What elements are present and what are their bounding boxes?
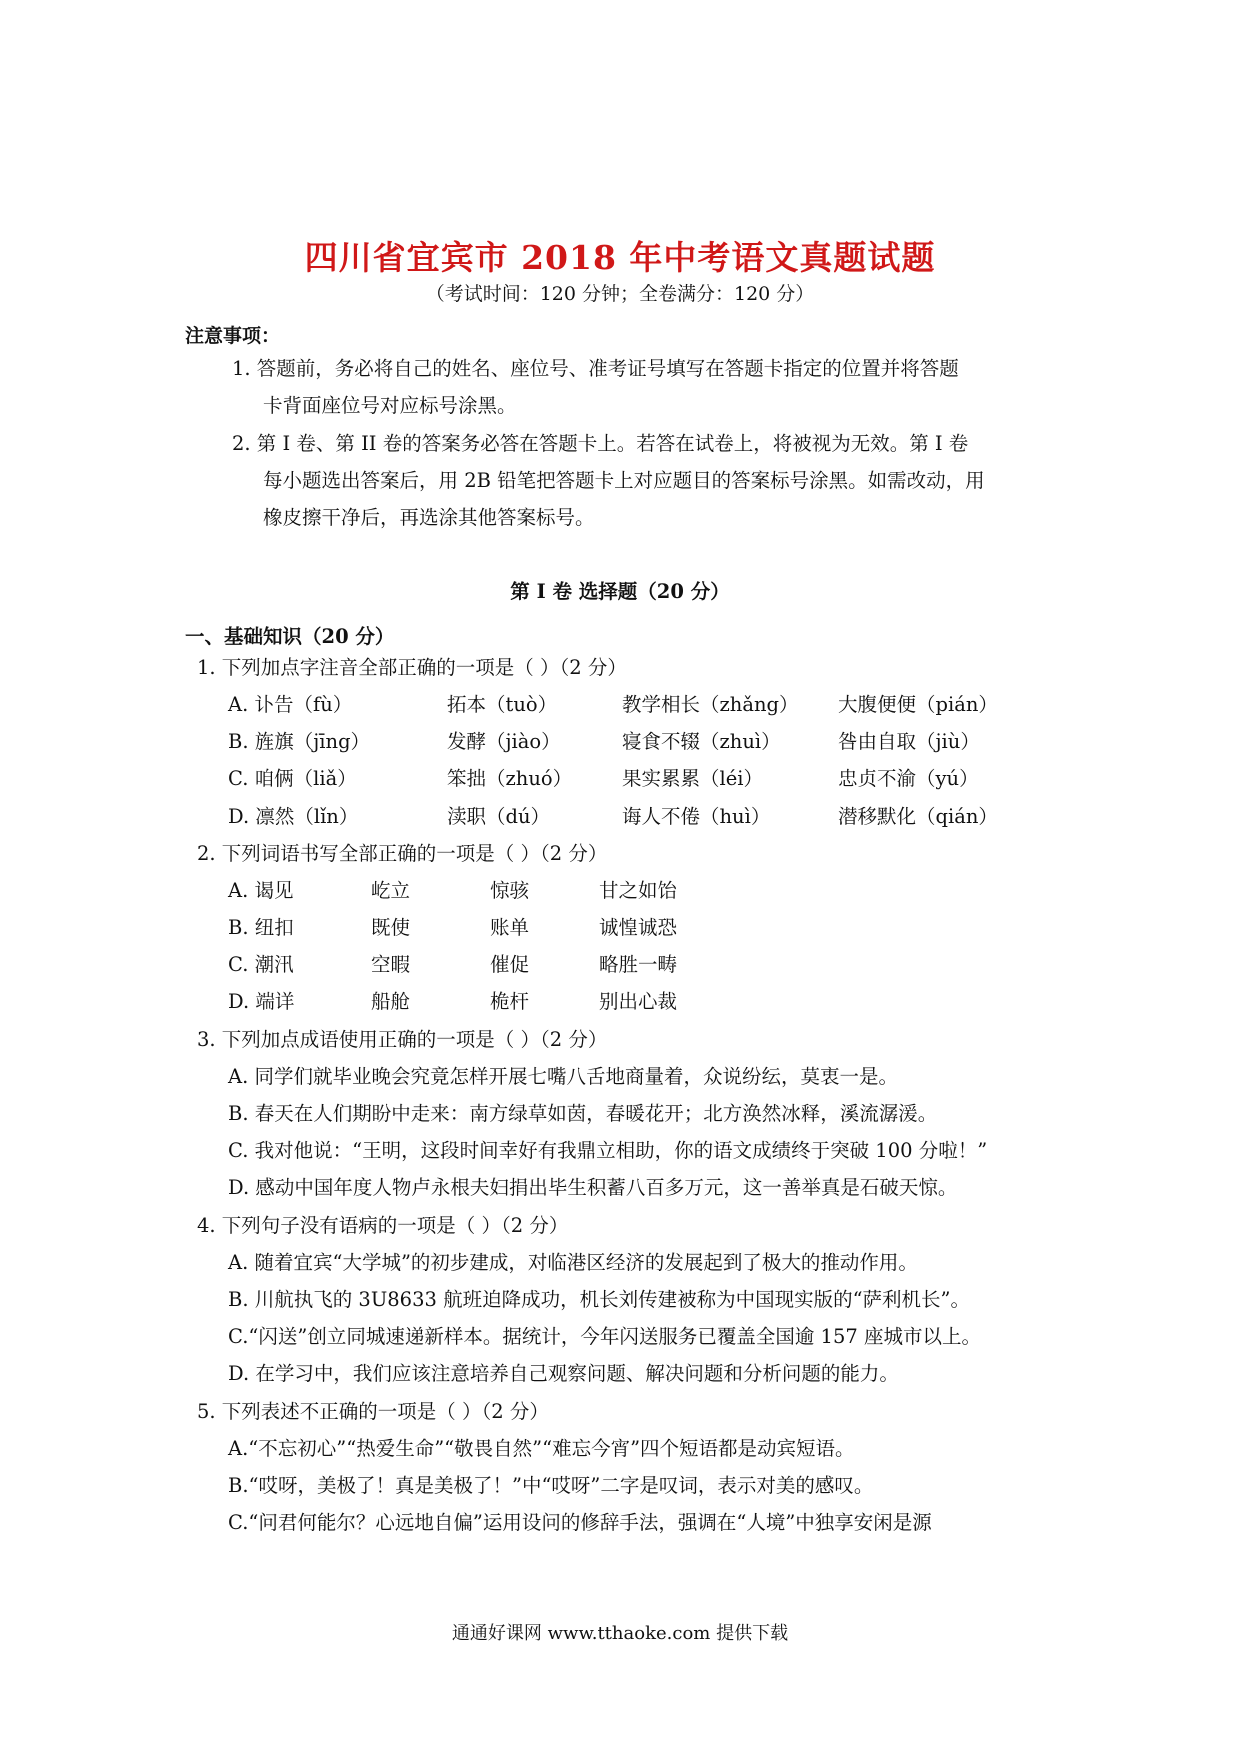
option-cell: 发酵（jiào） [447, 730, 561, 753]
option-cell: 教学相长（zhǎng） [622, 693, 799, 716]
option-cell: 拓本（tuò） [447, 693, 558, 716]
option-cell: 忠贞不渝（yú） [838, 767, 979, 790]
question-stem: 2. 下列词语书写全部正确的一项是（ ）（2 分） [197, 842, 608, 865]
option-cell: 果实累累（léi） [622, 767, 764, 790]
option-line: B.“哎呀，美极了！真是美极了！”中“哎呀”二字是叹词，表示对美的感叹。 [228, 1474, 874, 1497]
option-cell: 催促 [490, 953, 530, 976]
option-line: A.“不忘初心”“热爱生命”“敬畏自然”“难忘今宵”四个短语都是动宾短语。 [228, 1437, 855, 1460]
option-line: A. 同学们就毕业晚会究竟怎样开展七嘴八舌地商量着，众说纷纭，莫衷一是。 [228, 1065, 898, 1088]
notice-line: 每小题选出答案后，用 2B 铅笔把答题卡上对应题目的答案标号涂黑。如需改动，用 [263, 469, 985, 492]
option-line: C.“问君何能尔？心远地自偏”运用设问的修辞手法，强调在“人境”中独享安闲是源 [228, 1511, 932, 1534]
option-cell: D. 凛然（lǐn） [228, 805, 359, 828]
question-stem: 5. 下列表述不正确的一项是（ ）（2 分） [197, 1400, 549, 1423]
option-cell: 诲人不倦（huì） [622, 805, 771, 828]
option-cell: 诚惶诚恐 [599, 916, 678, 939]
option-line: D. 感动中国年度人物卢永根夫妇捐出毕生积蓄八百多万元，这一善举真是石破天惊。 [228, 1176, 958, 1199]
option-cell: D. 端详 [228, 990, 295, 1013]
option-line: A. 随着宜宾“大学城”的初步建成，对临港区经济的发展起到了极大的推动作用。 [228, 1251, 918, 1274]
section-title: 第 I 卷 选择题（20 分） [510, 580, 730, 603]
question-stem: 4. 下列句子没有语病的一项是（ ）（2 分） [197, 1214, 569, 1237]
option-cell: A. 讣告（fù） [228, 693, 353, 716]
option-cell: 笨拙（zhuó） [447, 767, 573, 790]
question-stem: 1. 下列加点字注音全部正确的一项是（ ）（2 分） [197, 656, 627, 679]
option-cell: 略胜一畴 [599, 953, 678, 976]
option-cell: B. 旌旗（jīng） [228, 730, 371, 753]
option-cell: 别出心裁 [599, 990, 678, 1013]
option-cell: 屹立 [371, 879, 411, 902]
notice-line: 1. 答题前，务必将自己的姓名、座位号、准考证号填写在答题卡指定的位置并将答题 [232, 357, 959, 380]
option-line: C. 我对他说：“王明，这段时间幸好有我鼎立相助，你的语文成绩终于突破 100 分啦！” [228, 1139, 988, 1162]
option-cell: 寝食不辍（zhuì） [622, 730, 781, 753]
option-cell: B. 纽扣 [228, 916, 294, 939]
option-cell: 潜移默化（qián） [838, 805, 998, 828]
notice-line: 橡皮擦干净后，再选涂其他答案标号。 [263, 506, 595, 529]
option-cell: 船舱 [371, 990, 411, 1013]
option-cell: 大腹便便（pián） [838, 693, 998, 716]
option-cell: 咎由自取（jiù） [838, 730, 980, 753]
option-cell: 既使 [371, 916, 411, 939]
option-line: C.“闪送”创立同城速递新样本。据统计，今年闪送服务已覆盖全国逾 157 座城市以上。 [228, 1325, 981, 1348]
page-title: 四川省宜宾市 2018 年中考语文真题试题 [304, 238, 936, 277]
notice-line: 卡背面座位号对应标号涂黑。 [263, 394, 517, 417]
notice-line: 2. 第 I 卷、第 II 卷的答案务必答在答题卡上。若答在试卷上，将被视为无效。第 I 卷 [232, 432, 969, 455]
option-cell: 惊骇 [490, 879, 530, 902]
option-cell: 空暇 [371, 953, 411, 976]
part-heading: 一、基础知识（20 分） [185, 625, 395, 648]
option-line: B. 春天在人们期盼中走来：南方绿草如茵，春暖花开；北方涣然冰释，溪流潺湲。 [228, 1102, 938, 1125]
option-line: B. 川航执飞的 3U8633 航班迫降成功，机长刘传建被称为中国现实版的“萨利机长”。 [228, 1288, 971, 1311]
option-cell: 甘之如饴 [599, 879, 678, 902]
option-cell: A. 谒见 [228, 879, 294, 902]
option-cell: C. 咱俩（liǎ） [228, 767, 357, 790]
option-cell: C. 潮汛 [228, 953, 294, 976]
option-cell: 账单 [490, 916, 530, 939]
option-cell: 桅杆 [490, 990, 530, 1013]
notice-heading: 注意事项： [185, 325, 281, 347]
option-line: D. 在学习中，我们应该注意培养自己观察问题、解决问题和分析问题的能力。 [228, 1362, 899, 1385]
question-stem: 3. 下列加点成语使用正确的一项是（ ）（2 分） [197, 1028, 608, 1051]
footer-credit: 通通好课网 www.tthaoke.com 提供下载 [451, 1623, 789, 1644]
option-cell: 渎职（dú） [447, 805, 551, 828]
exam-info: （考试时间：120 分钟；全卷满分：120 分） [425, 283, 815, 305]
